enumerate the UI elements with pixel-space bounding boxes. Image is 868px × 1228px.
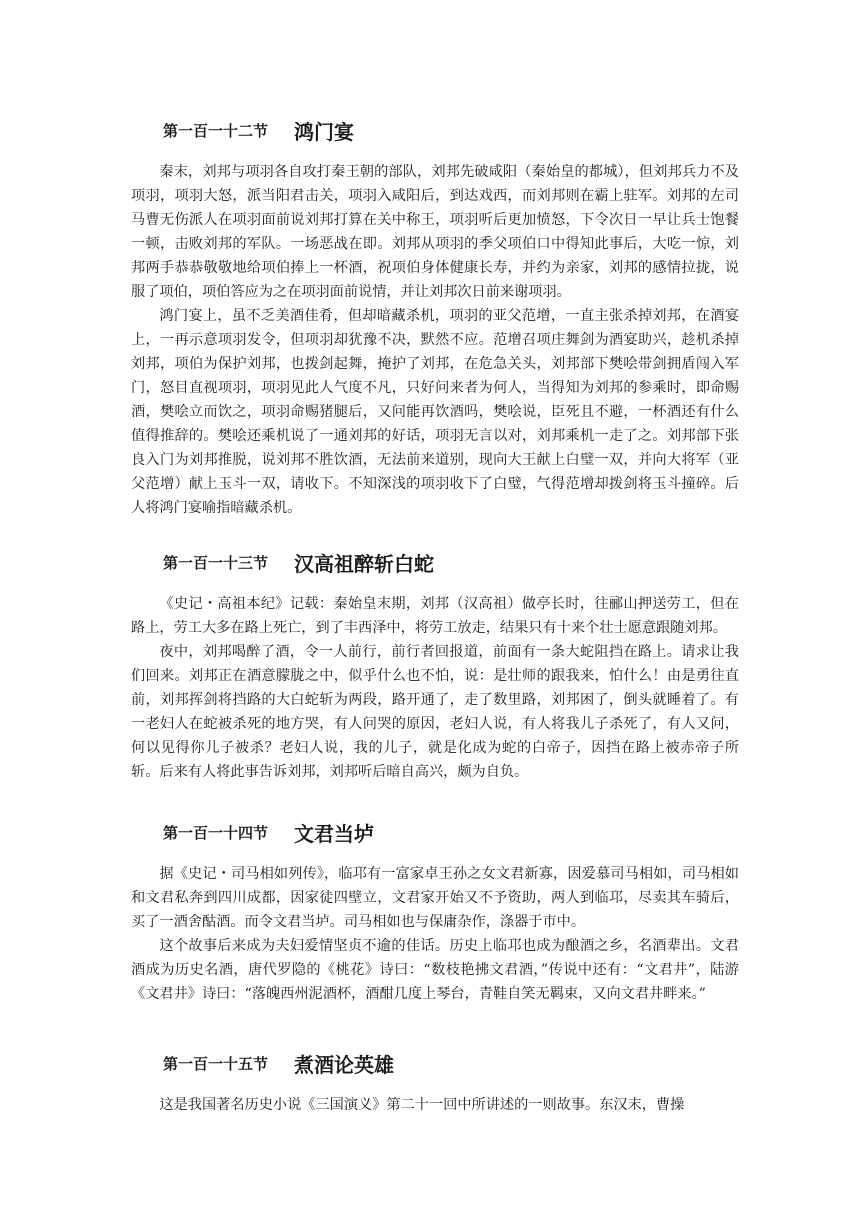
section-number: 第一百一十三节 (163, 554, 269, 572)
section-number: 第一百一十四节 (163, 824, 269, 842)
section-number: 第一百一十二节 (163, 122, 269, 140)
paragraph: 秦末，刘邦与项羽各自攻打秦王朝的部队，刘邦先破咸阳（秦始皇的都城），但刘邦兵力不及项羽，项羽大怒，派当阳君击关，项羽入咸阳后，到达戏西，而刘邦则在霸上驻军。刘邦的左司马曹无伤派人在项羽面前说刘邦打算在关中称王，项羽听后更加愤怒，下令次日一早让兵士饱餐一顿，击败刘邦的军队。一场恶战在即。刘邦从项羽的季父项伯口中得知此事后，大吃一惊，刘邦两手恭恭敬敬地给项伯捧上一杯酒，祝项伯身体健康长寿，并约为亲家，刘邦的感情拉拢，说服了项伯，项伯答应为之在项羽面前说情，并让刘邦次日前来谢项羽。 (131, 164, 739, 300)
section-heading (131, 116, 739, 146)
section-112 (131, 116, 739, 520)
section-114 (131, 818, 739, 1006)
paragraph: 这是我国著名历史小说《三国演义》第二十一回中所讲述的一则故事。东汉末，曹操 (159, 1097, 685, 1113)
section-heading (131, 1049, 739, 1079)
paragraph: 据《史记・司马相如列传》，临邛有一富家卓王孙之女文君新寡，因爱慕司马相如，司马相如和文君私奔到四川成都，因家徒四壁立，文君家开始又不予资助，两人到临邛，尽卖其车骑后，买了一酒舍酤酒。而令文君当垆。司马相如也与保庸杂作，涤器于市中。 (131, 866, 739, 930)
section-113 (131, 548, 739, 784)
section-number: 第一百一十五节 (163, 1055, 269, 1073)
paragraph: 夜中，刘邦喝醉了酒，令一人前行，前行者回报道，前面有一条大蛇阻挡在路上。请求让我们回来。刘邦正在酒意朦胧之中，似乎什么也不怕，说：是壮师的跟我来，怕什么！由是勇往直前，刘邦挥剑将挡路的大白蛇斩为两段，路开通了，走了数里路，刘邦困了，倒头就睡着了。有一老妇人在蛇被杀死的地方哭，有人问哭的原因，老妇人说，有人将我儿子杀死了，有人又问，何以见得你儿子被杀？老妇人说，我的儿子，就是化成为蛇的白帝子，因挡在路上被赤帝子所斩。后来有人将此事告诉刘邦，刘邦听后暗自高兴，颇为自负。 (131, 644, 739, 780)
paragraph: 这个故事后来成为夫妇爱情坚贞不逾的佳话。历史上临邛也成为酿酒之乡，名酒辈出。文君酒成为历史名酒，唐代罗隐的《桃花》诗曰：“数枝艳拂文君酒，”传说中还有：“文君井”，陆游《文君井》诗曰：“落魄西州泥酒杯，酒酣几度上琴台，青鞋自笑无羁束，又向文君井畔来。” (131, 938, 739, 1002)
section-115 (131, 1049, 739, 1117)
paragraph: 《史记・高祖本纪》记载：秦始皇末期，刘邦（汉高祖）做亭长时，往郦山押送劳工，但在路上，劳工大多在路上死亡，到了丰西泽中，将劳工放走，结果只有十来个壮士愿意跟随刘邦。 (131, 596, 739, 636)
paragraph: 鸿门宴上，虽不乏美酒佳肴，但却暗藏杀机，项羽的亚父范增，一直主张杀掉刘邦，在酒宴上，一再示意项羽发令，但项羽却犹豫不决，默然不应。范增召项庄舞剑为酒宴助兴，趁机杀掉刘邦，项伯为保护刘邦，也拨剑起舞，掩护了刘邦，在危急关头，刘邦部下樊哙带剑拥盾闯入军门，怒目直视项羽，项羽见此人气度不凡，只好问来者为何人，当得知为刘邦的参乘时，即命赐酒，樊哙立而饮之，项羽命赐猪腿后，又问能再饮酒吗，樊哙说，臣死且不避，一杯酒还有什么值得推辞的。樊哙还乘机说了一通刘邦的好话，项羽无言以对，刘邦乘机一走了之。刘邦部下张良入门为刘邦推脱，说刘邦不胜饮酒，无法前来道别，现向大王献上白璧一双，并向大将军（亚父范增）献上玉斗一双，请收下。不知深浅的项羽收下了白璧，气得范增却拨剑将玉斗撞碎。后人将鸿门宴喻指暗藏杀机。 (131, 308, 739, 516)
section-title: 汉高祖醉斩白蛇 (294, 552, 435, 576)
section-title: 文君当垆 (294, 822, 375, 846)
section-heading (131, 818, 739, 848)
section-title: 鸿门宴 (294, 120, 355, 144)
section-title: 煮酒论英雄 (294, 1053, 395, 1077)
section-heading (131, 548, 739, 578)
